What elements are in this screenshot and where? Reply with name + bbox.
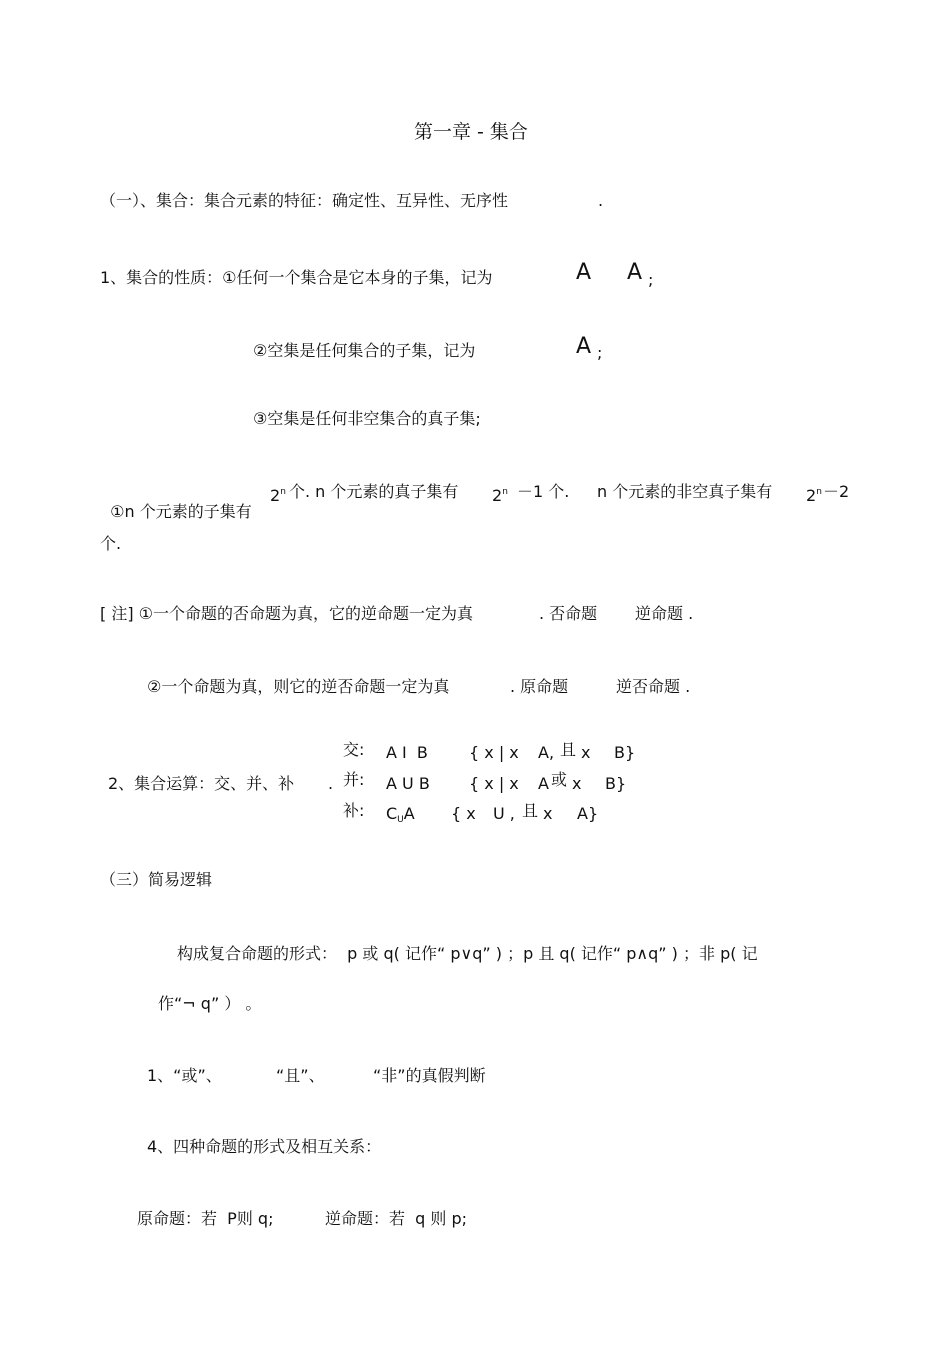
note-2-end: 逆否命题 . [616, 677, 691, 696]
property-1-end: ; [648, 270, 654, 289]
note-1-tail: . 否命题 [539, 604, 598, 623]
note-2-tail: . 原命题 [510, 677, 569, 696]
property-2-end: ; [597, 343, 603, 362]
subset-count-t3: －1 个. [517, 482, 570, 501]
section-1-set-features: （一）、集合：集合元素的特征：确定性、互异性、无序性 [100, 191, 509, 210]
subset-count-continued: 个. [100, 534, 122, 553]
original-proposition: 原命题：若 P则 q; [137, 1209, 274, 1228]
subset-count-t2: 个. n 个元素的真子集有 [289, 482, 459, 501]
operation-complement-set2: U , [493, 804, 515, 823]
subset-count-t4: n 个元素的非空真子集有 [597, 482, 773, 501]
operation-complement-set3: x [543, 804, 553, 823]
note-2-text: ②一个命题为真，则它的逆否命题一定为真 [147, 677, 450, 696]
operation-union-set3: x [572, 774, 582, 793]
note-1-text: [ 注] ①一个命题的否命题为真，它的逆命题一定为真 [100, 604, 474, 623]
property-1-symbol-a2: A [627, 260, 643, 285]
subset-count-t1: ①n 个元素的子集有 [110, 502, 252, 521]
truth-item-and: “且”、 [276, 1066, 325, 1085]
four-propositions-heading: 4、四种命题的形式及相互关系： [147, 1137, 382, 1156]
operation-union-name: 并: [343, 770, 365, 789]
property-1-symbol-a: A [576, 260, 592, 285]
operation-intersection-set1: { x | x [469, 743, 519, 762]
operations-label: 2、集合运算：交、并、补 [108, 774, 295, 793]
operation-complement-qual: 且 [522, 801, 539, 820]
operation-intersection-set3: x [581, 743, 591, 762]
page-title: 第一章 - 集合 [414, 121, 528, 143]
operation-intersection-expr: A I B [386, 743, 428, 762]
logic-heading: （三）简易逻辑 [100, 870, 213, 889]
note-1-end: 逆命题 . [635, 604, 694, 623]
operations-label-dot: . [328, 774, 334, 793]
subset-power-1: 2$^n$ [270, 486, 286, 505]
truth-item-or: 1、“或”、 [147, 1066, 222, 1085]
operation-intersection-set2: A, [538, 743, 555, 762]
operation-union-expr: A U B [386, 774, 430, 793]
property-1-text: 1、集合的性质：①任何一个集合是它本身的子集，记为 [100, 268, 493, 287]
subset-power-2: 2$^n$ [492, 486, 508, 505]
property-2-text: ②空集是任何集合的子集，记为 [253, 341, 476, 360]
operation-intersection-set4: B} [614, 743, 636, 762]
operation-complement-set1: { x [451, 804, 476, 823]
operation-complement-expr: $C_UA$ [386, 804, 415, 825]
compound-proposition-line-1: 构成复合命题的形式： p 或 q( 记作“ p∨q” ) ；p 且 q( 记作“ p∧q” ) ；非 p( 记 [177, 944, 758, 963]
operation-intersection-name: 交: [343, 740, 365, 759]
operation-union-set2: A [538, 774, 549, 793]
property-3-text: ③空集是任何非空集合的真子集; [253, 409, 481, 428]
operation-intersection-qual: 且 [560, 740, 577, 759]
subset-count-line [100, 482, 252, 522]
operation-complement-name: 补: [343, 801, 365, 820]
operation-union-set4: B} [605, 774, 627, 793]
converse-proposition: 逆命题：若 q 则 p; [325, 1209, 468, 1228]
operation-complement-set4: A} [577, 804, 599, 823]
operation-union-qual: 或 [551, 770, 568, 789]
property-2-symbol-a: A [576, 334, 592, 359]
operation-union-set1: { x | x [469, 774, 519, 793]
compound-proposition-line-2: 作“¬ q” ） 。 [158, 994, 262, 1013]
truth-item-not: “非”的真假判断 [373, 1066, 486, 1085]
section-1-dot: . [598, 191, 604, 210]
subset-power-3: 2$^n$ [806, 486, 822, 505]
subset-count-t5: －2 [823, 482, 850, 501]
